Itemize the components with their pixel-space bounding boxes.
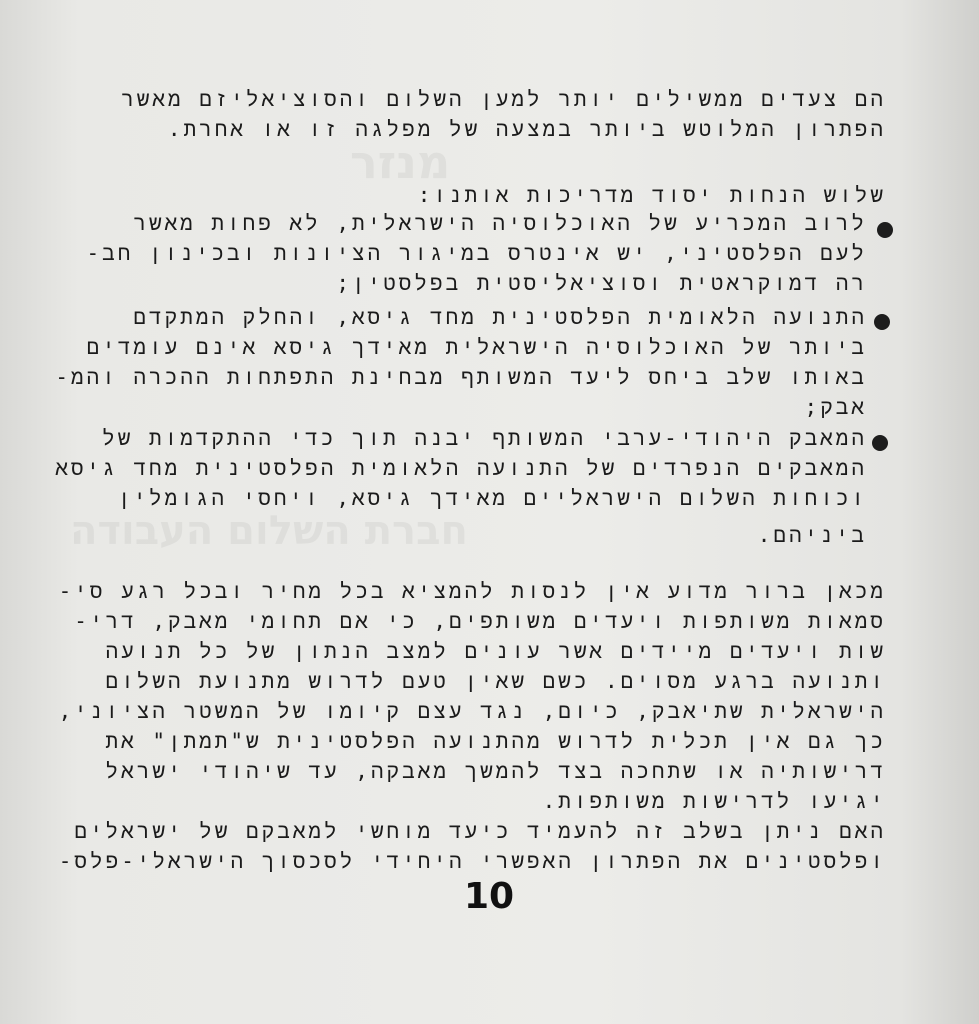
paragraph-2-line: שות ויעדים מיידים אשר עונים למצב הנתון של כל תנועה (105, 639, 886, 663)
paragraph-3-line: ופלסטינים את הפתרון האפשרי היחידי לסכסוך הישראלי-פלס- (58, 849, 886, 873)
bullet-3-line: ביניהם. (757, 523, 867, 547)
paragraph-1-line: הפתרון המלוטש ביותר במצעה של מפלגה זו או אחרת. (167, 117, 886, 141)
paragraph-2-line: ותנועה ברגע מסוים. כשם שאין טעם לדרוש מתנועת השלום (105, 669, 886, 693)
bullet-icon (872, 435, 888, 451)
paragraph-1-line: הם צעדים ממשילים יותר למען השלום והסוציאליזם מאשר (121, 87, 886, 111)
bullet-3-line: המאבקים הנפרדים של התנועה הלאומית הפלסטינית מחד גיסא (55, 456, 867, 480)
show-through-text: חברת השלום העבודה (70, 508, 468, 554)
paragraph-2-line: סמאות משותפות ויעדים משותפים, כי אם תחומי מאבק, דרי- (74, 609, 886, 633)
paragraph-2-line: יגיעו לדרישות משותפות. (542, 789, 886, 813)
bullet-1-line: לעם הפלסטיני, יש אינטרס במיגור הציונות ובכינון חב- (86, 241, 867, 265)
bullet-2-line: ביותר של האוכלוסיה הישראלית מאידך גיסא אינם עומדים (86, 335, 867, 359)
bullet-3-line: המאבק היהודי-ערבי המשותף יבנה תוך כדי ההתקדמות של (102, 426, 867, 450)
bullet-3-line: וכוחות השלום הישראליים מאידך גיסא, ויחסי הגומלין (117, 486, 867, 510)
paragraph-2-line: דרישותיה או שתחכה בצד להמשך מאבקה, עד שיהודי ישראל (105, 759, 886, 783)
intro-line: שלוש הנחות יסוד מדריכות אותנו: (417, 183, 886, 207)
bullet-2-line: התנועה הלאומית הפלסטינית מחד גיסא, והחלק המתקדם (133, 305, 867, 329)
bullet-icon (877, 222, 893, 238)
show-through-text: מנזר (350, 135, 451, 189)
bullet-icon (874, 314, 890, 330)
bullet-2-line: אבק; (804, 395, 867, 419)
bullet-1-line: לרוב המכריע של האוכלוסיה הישראלית, לא פחות מאשר (133, 211, 867, 235)
bullet-2-line: באותו שלב ביחס ליעד המשותף מבחינת התפתחות ההכרה והמ- (55, 365, 867, 389)
page-number: 10 (464, 876, 515, 917)
bullet-1-line: רה דמוקראטית וסוציאליסטית בפלסטין; (336, 271, 867, 295)
paragraph-2-line: מכאן ברור מדוע אין לנסות להמציא בכל מחיר ובכל רגע סי- (58, 579, 886, 603)
paragraph-2-line: כך גם אין תכלית לדרוש מהתנועה הפלסטינית ש"תמתן" את (105, 729, 886, 753)
paragraph-3-line: האם ניתן בשלב זה להעמיד כיעד מוחשי למאבקם של ישראלים (74, 819, 886, 843)
paragraph-2-line: הישראלית שתיאבק, כיום, נגד עצם קיומו של המשטר הציוני, (58, 699, 886, 723)
